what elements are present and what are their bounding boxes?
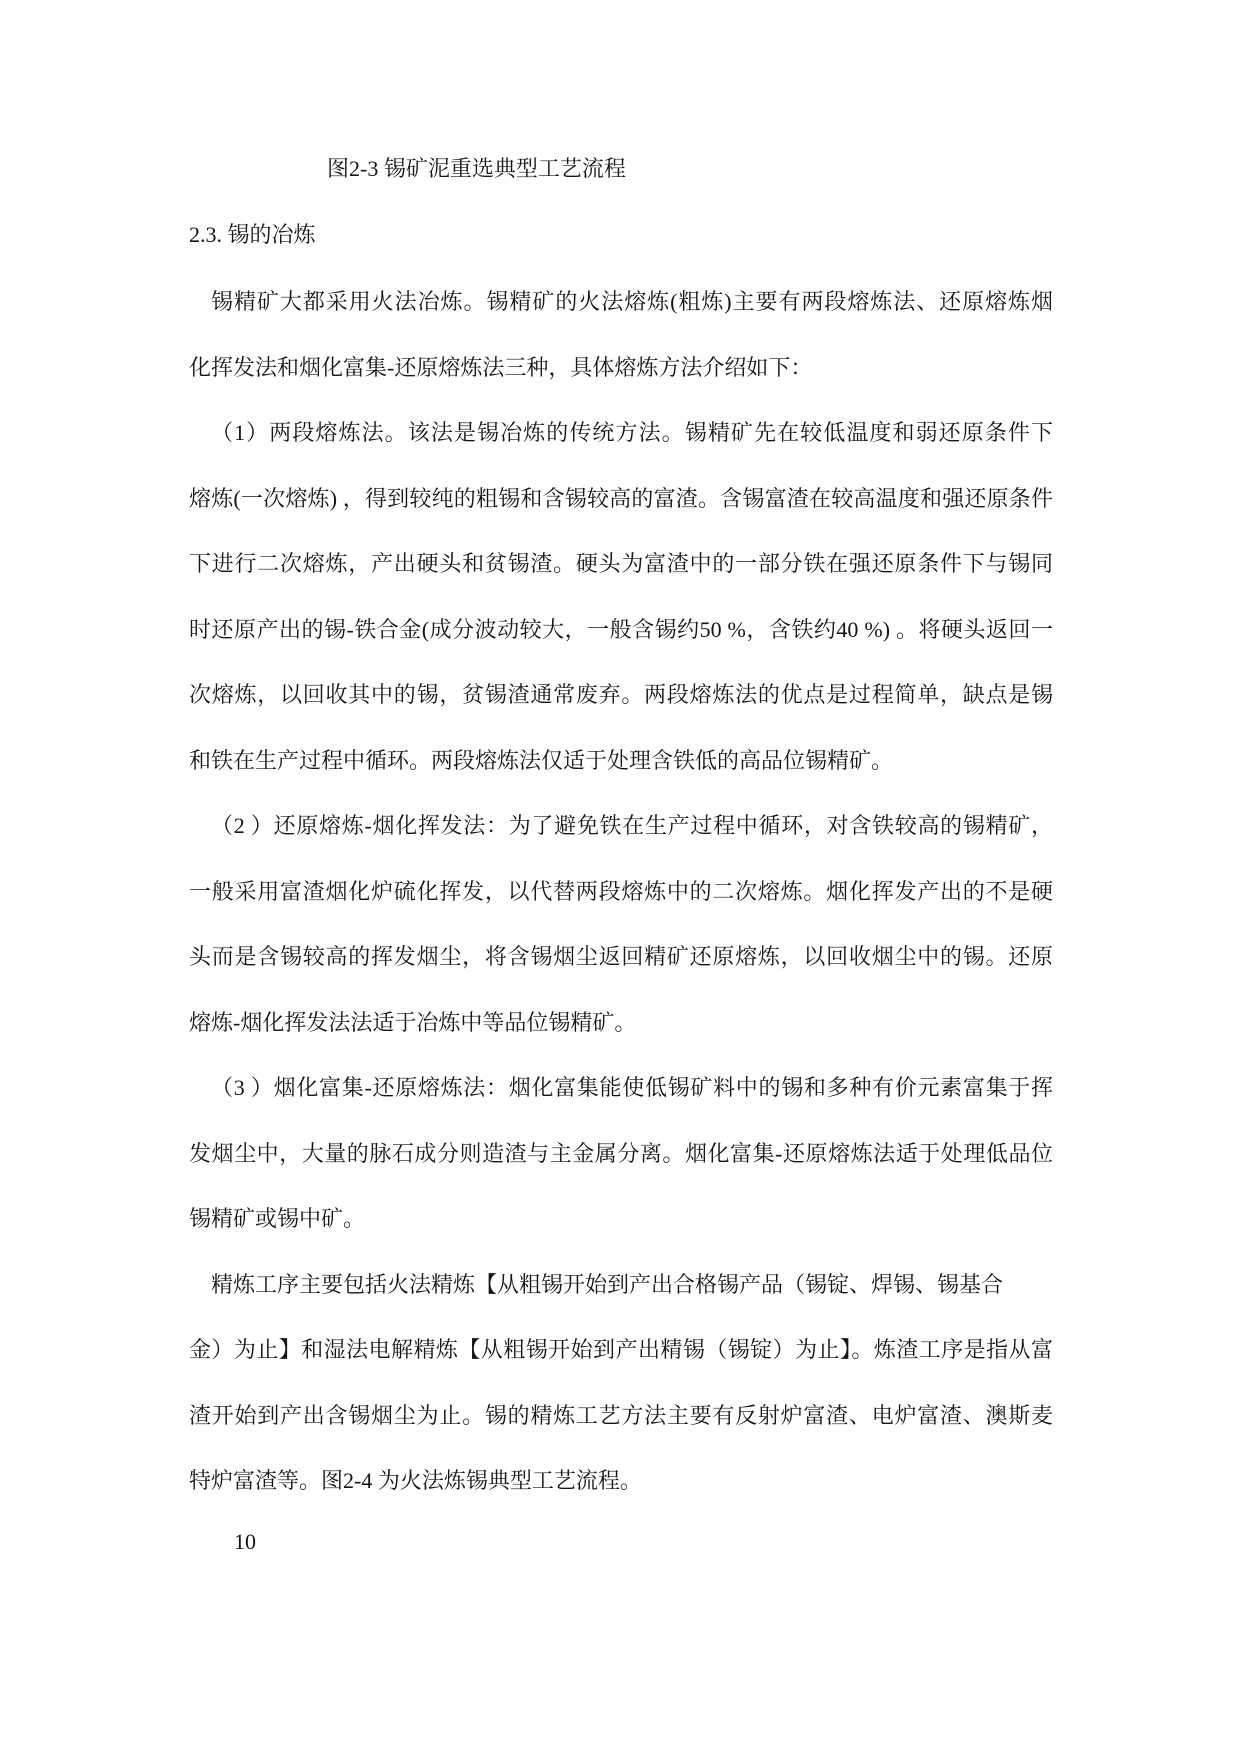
text-line: 特炉富渣等。图2-4 为火法炼锡典型工艺流程。 [189,1468,642,1493]
text-line: 熔炼(一次熔炼) ，得到较纯的粗锡和含锡较高的富渣。含锡富渣在较高温度和强还原条件 [189,485,1053,511]
text-line: （2 ）还原熔炼-烟化挥发法：为了避免铁在生产过程中循环，对含铁较高的锡精矿， [211,813,1053,838]
text-line: （1）两段熔炼法。该法是锡冶炼的传统方法。锡精矿先在较低温度和弱还原条件下 [211,420,1053,445]
text-line: 次熔炼，以回收其中的锡，贫锡渣通常废弃。两段熔炼法的优点是过程简单，缺点是锡 [189,682,1053,707]
page-number: 10 [234,1529,256,1554]
text-line: 发烟尘中，大量的脉石成分则造渣与主金属分离。烟化富集-还原熔炼法适于处理低品位 [189,1140,1053,1166]
paragraph-two-stage-smelting [189,400,1053,793]
text-line: 金）为止】和湿法电解精炼【从粗锡开始到产出精锡（锡锭）为止】。炼渣工序是指从富 [189,1337,1053,1362]
text-line: 锡精矿或锡中矿。 [189,1206,366,1231]
paragraph-fuming-enrichment [189,1055,1053,1252]
paragraph-intro [189,269,1053,400]
text-line: 一般采用富渣烟化炉硫化挥发，以代替两段熔炼中的二次熔炼。烟化挥发产出的不是硬 [189,878,1053,904]
text-line: 熔炼-烟化挥发法法适于冶炼中等品位锡精矿。 [189,1009,637,1035]
text-line: （3 ）烟化富集-还原熔炼法：烟化富集能使低锡矿料中的锡和多种有价元素富集于挥 [211,1075,1053,1100]
section-heading: 2.3. 锡的冶炼 [189,222,316,247]
body-text [189,269,1053,1514]
text-line: 锡精矿大都采用火法冶炼。锡精矿的火法熔炼(粗炼)主要有两段熔炼法、还原熔炼烟 [211,289,1053,314]
text-line: 和铁在生产过程中循环。两段熔炼法仅适于处理含铁低的高品位锡精矿。 [189,747,894,773]
text-line: 精炼工序主要包括火法精炼【从粗锡开始到产出合格锡产品（锡锭、焊锡、锡基合 [211,1271,1004,1297]
figure-caption: 图2-3 锡矿泥重选典型工艺流程 [327,156,626,181]
paragraph-reduction-fuming [189,793,1053,1055]
text-line: 渣开始到产出含锡烟尘为止。锡的精炼工艺方法主要有反射炉富渣、电炉富渣、澳斯麦 [189,1402,1053,1428]
text-line: 时还原产出的锡-铁合金(成分波动较大，一般含锡约50 %，含铁约40 %) 。将硬头返回一 [189,616,1053,642]
text-line: 头而是含锡较高的挥发烟尘，将含锡烟尘返回精矿还原熔炼，以回收烟尘中的锡。还原 [189,944,1053,969]
text-line: 化挥发法和烟化富集-还原熔炼法三种，具体熔炼方法介绍如下： [189,354,813,380]
text-line: 下进行二次熔炼，产出硬头和贫锡渣。硬头为富渣中的一部分铁在强还原条件下与锡同 [189,551,1053,576]
paragraph-refining [189,1252,1053,1514]
